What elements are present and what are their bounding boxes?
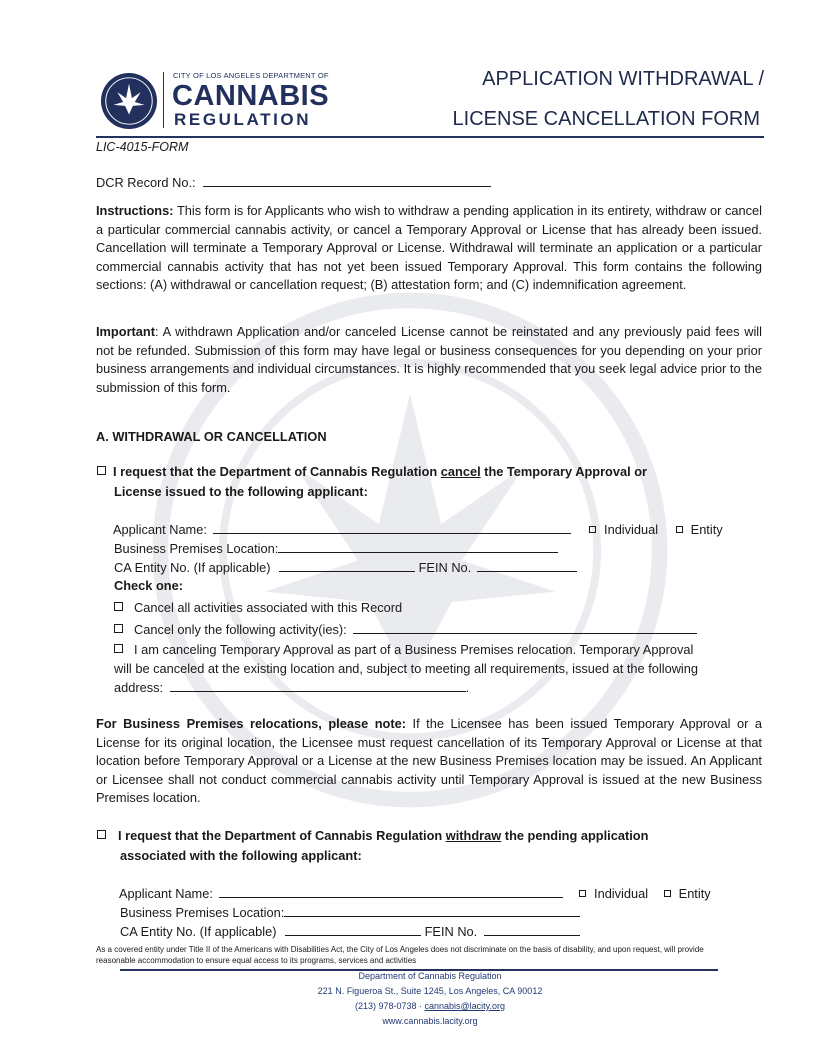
relocation-note-text: If the Licensee has been issued Temporary Approval or a License for its original location, the Licensee must request cancellation of its Temporary Approval or License at that location before Temporary Approval or a License at the new Business Premises location may be issued. An Applicant or Licensee shall not conduct commercial cannabis activity until Temporary Approval is issued at the new Business Premises location. (96, 716, 762, 806)
form-title-line2: LICENSE CANCELLATION FORM (452, 108, 760, 130)
department-seal-logo (100, 72, 158, 130)
relocation-note-label: For Business Premises relocations, please note: (96, 716, 406, 731)
check-one-label: Check one: (114, 578, 183, 593)
withdraw-fein-field[interactable] (484, 923, 580, 936)
brand-main-text: CANNABIS (172, 80, 330, 112)
footer-contact (200, 1001, 660, 1011)
header-rule (96, 136, 764, 138)
important-text: : A withdrawn Application and/or canceled License cannot be reinstated and any previously paid fees will not be refunded. Submission of this form may have legal or business consequences for you depending on your prior business arrangements and individual circumstances. It is highly recommended that you seek legal advice prior to the submission of this form. (96, 324, 762, 395)
footer-dept: Department of Cannabis Regulation (358, 971, 502, 981)
cancel-premises-row (114, 540, 558, 556)
withdraw-entity-row (120, 923, 580, 939)
withdraw-premises-field[interactable] (284, 904, 580, 917)
withdraw-premises-row (120, 904, 580, 920)
withdraw-applicant-row (119, 885, 711, 901)
withdraw-entity-checkbox[interactable] (664, 890, 671, 897)
footer-email-link[interactable]: cannabis@lacity.org (424, 1001, 506, 1011)
brand-sub-text: REGULATION (174, 110, 312, 129)
withdraw-ca-entity-label: CA Entity No. (If applicable) (120, 924, 277, 939)
cancel-entity-label: Entity (690, 522, 723, 537)
instructions-label: Instructions: (96, 203, 174, 218)
cancel-some-checkbox[interactable] (114, 624, 123, 633)
withdraw-applicant-name-field[interactable] (219, 885, 563, 898)
cancel-applicant-label: Applicant Name: (113, 522, 207, 537)
cancel-request-line2: License issued to the following applicant: (114, 484, 368, 499)
cancel-relocation-address-field[interactable] (170, 679, 466, 692)
instructions-paragraph (96, 202, 762, 295)
cancel-premises-field[interactable] (278, 540, 558, 553)
cancel-option-relocation-line2: will be canceled at the existing location and, subject to meeting all requirements, issued at the following (114, 661, 699, 676)
withdraw-request-checkbox[interactable] (97, 830, 106, 839)
cancel-all-label: Cancel all activities associated with this Record (134, 600, 403, 615)
footer-web[interactable]: www.cannabis.lacity.org (382, 1016, 478, 1026)
form-code: LIC-4015-FORM (96, 140, 189, 154)
cancel-relocation-checkbox[interactable] (114, 644, 123, 653)
withdraw-line1-pre: I request that the Department of Cannabis Regulation (118, 828, 446, 843)
cancel-line1-post: the Temporary Approval or (480, 464, 648, 479)
withdraw-request-line1 (97, 828, 648, 843)
withdraw-individual-checkbox[interactable] (579, 890, 586, 897)
cancel-option-relocation-line1 (114, 642, 693, 657)
cancel-applicant-name-field[interactable] (213, 521, 571, 534)
dcr-record-label: DCR Record No.: (96, 175, 196, 190)
brand-divider (163, 72, 164, 128)
cancel-some-label: Cancel only the following activity(ies): (134, 622, 347, 637)
cancel-individual-checkbox[interactable] (589, 526, 596, 533)
cancel-entity-checkbox[interactable] (676, 526, 683, 533)
cancel-fein-label: FEIN No. (418, 560, 472, 575)
important-paragraph (96, 323, 762, 397)
withdraw-fein-label: FEIN No. (424, 924, 478, 939)
withdraw-request-line2: associated with the following applicant: (120, 848, 362, 863)
footer-phone: (213) 978-0738 · (354, 1001, 422, 1011)
cancel-relocation-text1: I am canceling Temporary Approval as part of a Business Premises relocation. Temporary Approval (134, 642, 694, 657)
cancel-relocation-address-label: address: (114, 680, 164, 695)
cancel-applicant-row (113, 521, 723, 537)
cancel-fein-field[interactable] (477, 559, 577, 572)
relocation-note (96, 715, 762, 808)
withdraw-line1-post: the pending application (501, 828, 649, 843)
ada-footnote: As a covered entity under Title II of the Americans with Disabilities Act, the City of Los Angeles does not discriminate on the basis of disability, and upon request, will provide reasonable accommodation to ensure equal access to its programs, services and activities (96, 945, 704, 965)
withdraw-keyword: withdraw (445, 828, 502, 843)
cancel-keyword: cancel (440, 464, 481, 479)
cancel-relocation-address-row: address: . (114, 680, 470, 695)
dcr-record-field[interactable] (203, 174, 491, 187)
footer-address: 221 N. Figueroa St., Suite 1245, Los Angeles, CA 90012 (317, 986, 543, 996)
section-a-heading: A. WITHDRAWAL OR CANCELLATION (96, 429, 327, 444)
cancel-ca-entity-label: CA Entity No. (If applicable) (114, 560, 271, 575)
withdraw-premises-label: Business Premises Location: (120, 905, 285, 920)
withdraw-individual-label: Individual (594, 886, 649, 901)
cancel-entity-row (114, 559, 577, 575)
cancel-premises-label: Business Premises Location: (114, 541, 279, 556)
cancel-request-checkbox[interactable] (97, 466, 106, 475)
dcr-record-row (96, 174, 491, 190)
cancel-ca-entity-field[interactable] (279, 559, 415, 572)
form-title-line1: APPLICATION WITHDRAWAL / (482, 68, 764, 90)
withdraw-entity-label: Entity (678, 886, 711, 901)
brand-top-text: CITY OF LOS ANGELES DEPARTMENT OF (173, 71, 329, 80)
withdraw-applicant-label: Applicant Name: (119, 886, 213, 901)
cancel-line1-pre: I request that the Department of Cannabis Regulation (113, 464, 441, 479)
cancel-option-all (114, 600, 402, 615)
cancel-all-checkbox[interactable] (114, 602, 123, 611)
withdraw-ca-entity-field[interactable] (285, 923, 421, 936)
cancel-request-line1 (97, 464, 647, 479)
instructions-text: This form is for Applicants who wish to withdraw a pending application in its entirety, withdraw or cancel a particular commercial cannabis activity, or cancel a Temporary Approval or License that has already been issued. Cancellation will terminate a Temporary Approval or License. Withdrawal will terminate an application or a particular commercial cannabis activity that has not yet been issued Temporary Approval. This form contains the following sections: (A) withdrawal or cancellation request; (B) attestation form; and (C) indemnification agreement. (96, 203, 762, 293)
cancel-option-some (114, 621, 697, 637)
cancel-activities-field[interactable] (353, 621, 697, 634)
important-label: Important (96, 324, 156, 339)
cancel-individual-label: Individual (604, 522, 659, 537)
